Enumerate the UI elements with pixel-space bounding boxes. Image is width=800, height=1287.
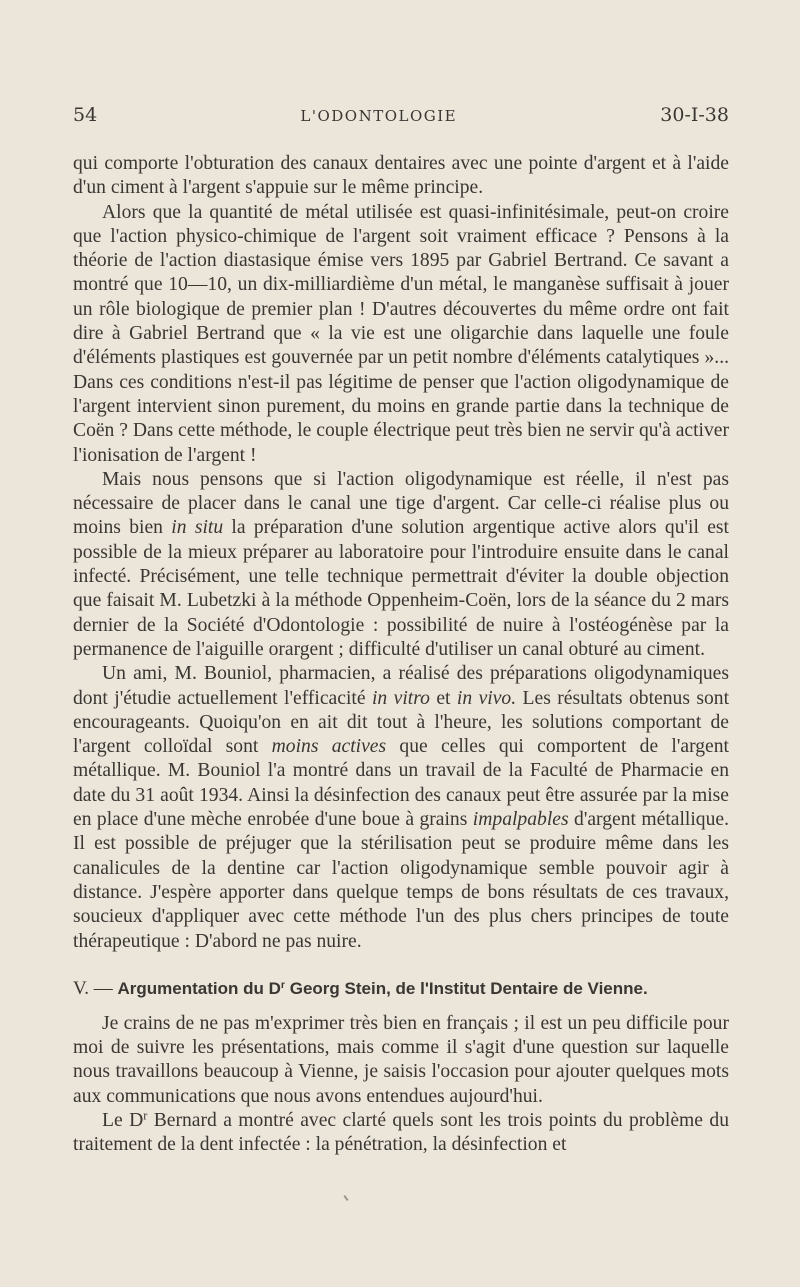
paragraph-text: et: [429, 687, 457, 709]
article-body: [73, 152, 729, 1158]
paragraph-text: Mais nous pensons que si l'action oligodynamique est réelle, il n'est pas nécessaire de placer dans le canal une tige d'argent. Car celle-ci réalise plus ou moins bien: [73, 468, 729, 539]
print-mark: [343, 1195, 348, 1201]
section-title-text: Argumentation du D: [117, 978, 281, 998]
paragraph-bertrand: [73, 201, 729, 468]
italic-term: moins actives: [271, 736, 387, 758]
section-title-text: Georg Stein, de l'Institut Dentaire de Vienne.: [285, 978, 648, 998]
paragraph-text: Alors que la quantité de métal utilisée est quasi-infinitésimale, peut-on croire que l'action physico-chimique de l'argent soit vraiment efficace ? Pensons à la théorie de l'action diastasique émise vers 1895 par Gabriel Bertrand. Ce savant a montré que 10—10, un dix-milliardième d'un métal, le manganèse suffisait à jouer un rôle biologique de premier plan ! D'autres découvertes du même ordre ont fait dire à Gabriel Bertrand que « la vie est une oligarchie dans laquelle une foule d'éléments plastiques est gouvernée par un petit nombre d'éléments catalytiques »... Dans ces conditions n'est-il pas légitime de penser que l'action oligodynamique de l'argent intervient sinon purement, du moins en grande partie dans la technique de Coën ? Dans cette méthode, le couple électrique peut très bien ne servir qu'à activer l'ionisation de l'argent !: [73, 201, 729, 466]
section-title: [118, 979, 648, 998]
paragraph-text: d'argent métallique. Il est possible de préjuger que la stérilisation peut se produire même dans les canalicules de la dentine car l'action oligodynamique semble pouvoir agir à distance. J'espère apporter dans quelque temps de bons résultats de ces travaux, soucieux d'appliquer avec cette méthode l'un des plus chers principes de toute thérapeutique : D'abord ne pas nuire.: [73, 809, 729, 952]
running-header: [73, 104, 729, 152]
superscript: r: [280, 979, 286, 991]
paragraph-stein-bernard: [73, 1109, 729, 1158]
paragraph-stein-intro: [73, 1012, 729, 1109]
paragraph-text: Je crains de ne pas m'exprimer très bien en français ; il est un peu difficile pour moi de suivre les présentations, mais comme il s'agit d'une question sur laquelle nous travaillons beaucoup à Vienne, je saisis l'occasion pour ajouter quelques mots aux communications que nous avons entendues aujourd'hui.: [73, 1012, 729, 1107]
paragraph-continuation: [73, 152, 729, 201]
page-number: 54: [73, 104, 98, 126]
italic-term: impalpables: [472, 809, 569, 831]
paragraph-text: Les résultats obtenus sont encourageants. Quoiqu'on en ait dit tout à l'heure, les solutions comportant de l'argent colloïdal sont: [73, 687, 730, 758]
issue-date: 30-I-38: [660, 104, 729, 126]
section-number: V. —: [73, 977, 113, 999]
paragraph-text: la préparation d'une solution argentique active alors qu'il est possible de la mieux préparer au laboratoire pour l'introduire ensuite dans le canal infecté. Précisément, une telle technique permettrait d'éviter la double objection que faisait M. Lubetzki à la méthode Oppenheim-Coën, lors de la séance du 2 mars dernier de la Société d'Odontologie : possibilité de nuire à l'ostéogénèse par la permanence de l'aiguille orargent ; difficulté d'utiliser un canal obturé au ciment.: [73, 517, 729, 660]
paragraph-text: qui comporte l'obturation des canaux dentaires avec une pointe d'argent et à l'aide d'un ciment à l'argent s'appuie sur le même principe.: [73, 153, 729, 199]
italic-term: in situ: [171, 517, 224, 539]
paragraph-in-situ: [73, 468, 729, 662]
paragraph-text: Un ami, M. Bouniol, pharmacien, a réalisé des préparations oligodynamiques dont j'étudie actuellement l'efficacité: [73, 663, 729, 709]
paragraph-text: que celles qui comportent de l'argent métallique. M. Bouniol l'a montré dans un travail de la Faculté de Pharmacie en date du 31 août 1934. Ainsi la désinfection des canaux peut être assurée par la mise en place d'une mèche enrobée d'une boue à grains: [73, 736, 729, 831]
superscript: r: [143, 1108, 148, 1123]
section-heading: [73, 978, 729, 1000]
paragraph-text: Le D: [102, 1109, 144, 1131]
book-page: [73, 104, 729, 1158]
italic-term: in vitro: [371, 687, 430, 709]
journal-title: L'ODONTOLOGIE: [300, 107, 458, 125]
paragraph-bouniol: [73, 662, 729, 954]
italic-term: in vivo.: [456, 687, 517, 709]
paragraph-text: Bernard a montré avec clarté quels sont les trois points du problème du traitement de la dent infectée : la pénétration, la désinfection et: [73, 1109, 730, 1156]
